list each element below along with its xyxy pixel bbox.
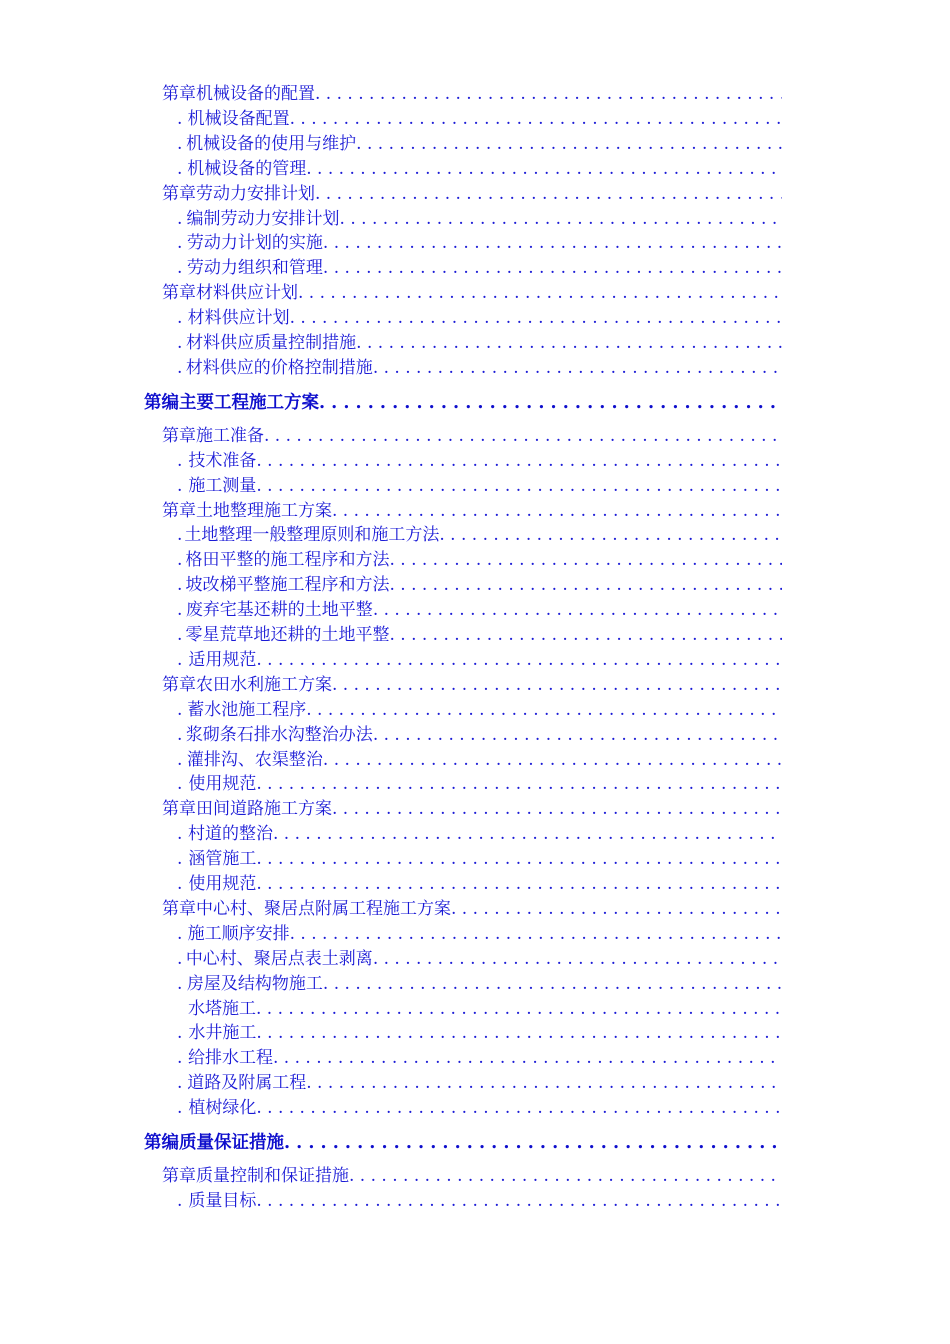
toc-dot-leader xyxy=(273,1047,782,1069)
toc-dot-leader xyxy=(319,391,782,415)
toc-dot-leader xyxy=(332,798,782,820)
toc-entry-title: 村道的整治 xyxy=(187,824,273,845)
toc-entry-number: . xyxy=(177,1098,183,1119)
toc-dot-leader xyxy=(256,873,782,895)
toc-entry-number: . xyxy=(177,749,183,770)
toc-entry-number: . xyxy=(177,1048,183,1069)
toc-entry-number: . xyxy=(177,824,183,845)
toc-entry-title: 质量目标 xyxy=(188,1190,257,1211)
toc-entry-number: . xyxy=(177,108,183,129)
toc-entry-title: 水井施工 xyxy=(188,1023,257,1044)
toc-entry-number: . xyxy=(177,333,183,353)
toc-section-entry[interactable] xyxy=(177,574,782,596)
toc-dot-leader xyxy=(323,749,782,771)
toc-entry-number: . xyxy=(177,649,183,670)
toc-dot-leader xyxy=(373,724,782,746)
toc-entry-title: 使用规范 xyxy=(188,774,257,795)
toc-section-entry[interactable] xyxy=(177,1022,782,1044)
toc-section-entry[interactable] xyxy=(177,133,782,155)
toc-chapter-entry[interactable] xyxy=(162,500,782,522)
toc-dot-leader xyxy=(356,133,782,155)
toc-entry-number: . xyxy=(177,208,183,229)
toc-entry-number: 第章 xyxy=(162,1166,196,1186)
toc-entry-number: 第编 xyxy=(144,1133,179,1153)
toc-chapter-entry[interactable] xyxy=(162,1165,782,1187)
toc-entry-title: 技术准备 xyxy=(188,450,257,471)
toc-entry-title: 涵管施工 xyxy=(188,849,257,870)
toc-dot-leader xyxy=(256,1022,782,1044)
toc-entry-number: . xyxy=(177,1073,183,1094)
toc-entry-title: 浆砌条石排水沟整治办法 xyxy=(185,724,373,745)
toc-section-entry[interactable] xyxy=(177,1047,782,1069)
toc-entry-number: 第章 xyxy=(162,425,196,446)
toc-entry-title: 编制劳动力安排计划 xyxy=(186,208,340,229)
toc-entry-title: 中心村、聚居点附属工程施工方案 xyxy=(196,898,451,919)
toc-entry-number: . xyxy=(177,575,183,596)
toc-entry-title: 劳动力安排计划 xyxy=(196,183,315,204)
toc-entry-title: 坡改梯平整施工程序和方法 xyxy=(185,575,390,596)
toc-entry-title: 主要工程施工方案 xyxy=(179,392,319,413)
toc-entry-title: 房屋及结构物施工 xyxy=(186,973,323,994)
toc-chapter-entry[interactable] xyxy=(162,83,782,105)
toc-dot-leader xyxy=(323,257,782,279)
toc-entry-title: 机械设备的配置 xyxy=(196,84,315,104)
toc-entry-title: 材料供应计划 xyxy=(196,283,298,304)
toc-entry-title: 质量控制和保证措施 xyxy=(196,1166,349,1186)
toc-entry-title: 给排水工程 xyxy=(187,1048,273,1069)
toc-section-entry[interactable] xyxy=(177,749,782,771)
toc-entry-number: . xyxy=(177,308,183,329)
toc-section-entry[interactable] xyxy=(177,232,782,254)
toc-section-entry[interactable] xyxy=(177,158,782,180)
toc-dot-leader xyxy=(373,357,782,379)
toc-entry-number: 第章 xyxy=(162,183,196,204)
toc-entry-title: 施工准备 xyxy=(196,425,264,446)
toc-entry-title: 零星荒草地还耕的土地平整 xyxy=(185,625,390,645)
toc-section-entry[interactable] xyxy=(177,599,782,621)
toc-section-entry[interactable] xyxy=(177,873,782,895)
toc-dot-leader xyxy=(373,599,782,621)
toc-chapter-entry[interactable] xyxy=(162,898,782,920)
toc-entry-number: . xyxy=(177,357,183,378)
toc-dot-leader xyxy=(332,500,782,522)
toc-section-entry[interactable] xyxy=(177,332,782,354)
toc-entry-number: 第章 xyxy=(162,84,196,104)
toc-entry-title: 机械设备的管理 xyxy=(187,158,307,179)
toc-entry-title: 劳动力计划的实施 xyxy=(186,233,323,254)
toc-entry-title: 水塔施工 xyxy=(188,998,256,1019)
toc-entry-title: 施工测量 xyxy=(188,475,257,496)
toc-section-entry[interactable] xyxy=(177,1097,782,1119)
toc-section-entry[interactable] xyxy=(177,823,782,845)
toc-entry-title: 道路及附属工程 xyxy=(187,1073,307,1094)
toc-chapter-entry[interactable] xyxy=(162,425,782,447)
toc-entry-title: 土地整理施工方案 xyxy=(196,500,332,521)
toc-dot-leader xyxy=(315,83,782,105)
toc-section-entry[interactable] xyxy=(177,549,782,571)
toc-chapter-entry[interactable] xyxy=(162,282,782,304)
toc-section-entry[interactable] xyxy=(177,948,782,970)
toc-dot-leader xyxy=(323,973,782,995)
toc-section-entry[interactable] xyxy=(177,208,782,230)
toc-dot-leader xyxy=(290,108,782,130)
toc-dot-leader xyxy=(256,998,782,1020)
toc-dot-leader xyxy=(306,158,782,180)
toc-dot-leader xyxy=(349,1165,782,1187)
toc-entry-number: 第章 xyxy=(162,674,196,695)
toc-entry-number: . xyxy=(177,724,183,745)
toc-dot-leader xyxy=(298,282,782,304)
toc-section-entry[interactable] xyxy=(177,848,782,870)
toc-entry-title: 格田平整的施工程序和方法 xyxy=(185,550,390,571)
toc-dot-leader xyxy=(256,773,782,795)
toc-dot-leader xyxy=(290,307,782,329)
toc-entry-number: . xyxy=(177,258,183,279)
toc-entry-number: . xyxy=(177,525,183,546)
toc-section-entry[interactable] xyxy=(177,524,782,546)
toc-sub-entry[interactable] xyxy=(188,998,782,1020)
toc-entry-title: 适用规范 xyxy=(188,649,257,670)
toc-section-entry[interactable] xyxy=(177,699,782,721)
toc-entry-number: 第章 xyxy=(162,799,196,820)
toc-entry-title: 农田水利施工方案 xyxy=(196,674,332,695)
toc-entry-number: . xyxy=(177,550,183,571)
toc-dot-leader xyxy=(439,524,782,546)
toc-section-entry[interactable] xyxy=(177,1190,782,1212)
toc-entry-number: 第编 xyxy=(144,392,179,413)
toc-entry-title: 废弃宅基还耕的土地平整 xyxy=(185,600,373,621)
toc-entry-title: 材料供应质量控制措施 xyxy=(186,333,357,353)
toc-dot-leader xyxy=(264,425,782,447)
toc-entry-number: 第章 xyxy=(162,283,196,304)
toc-entry-title: 田间道路施工方案 xyxy=(196,799,332,820)
toc-dot-leader xyxy=(256,475,782,497)
toc-dot-leader xyxy=(290,923,782,945)
toc-dot-leader xyxy=(306,699,782,721)
toc-section-entry[interactable] xyxy=(177,923,782,945)
toc-entry-title: 土地整理一般整理原则和施工方法 xyxy=(184,525,440,546)
toc-entry-number: . xyxy=(177,600,183,621)
toc-entry-title: 机械设备配置 xyxy=(187,108,290,129)
toc-section-entry[interactable] xyxy=(177,450,782,472)
toc-section-entry[interactable] xyxy=(177,357,782,379)
toc-entry-number: . xyxy=(177,699,183,720)
toc-dot-leader xyxy=(256,848,782,870)
toc-entry-number: . xyxy=(177,233,183,254)
toc-dot-leader xyxy=(451,898,782,920)
toc-dot-leader xyxy=(389,549,782,571)
toc-entry-number: . xyxy=(177,923,183,944)
toc-dot-leader xyxy=(306,1072,782,1094)
toc-entry-number: 第章 xyxy=(162,898,196,919)
toc-entry-number: . xyxy=(177,1190,183,1211)
toc-dot-leader xyxy=(356,332,782,354)
toc-entry-title: 灌排沟、农渠整治 xyxy=(186,749,323,770)
toc-dot-leader xyxy=(315,183,782,205)
toc-entry-title: 材料供应计划 xyxy=(187,308,290,329)
toc-entry-title: 材料供应的价格控制措施 xyxy=(185,357,373,378)
toc-chapter-entry[interactable] xyxy=(162,183,782,205)
toc-section-entry[interactable] xyxy=(177,307,782,329)
toc-dot-leader xyxy=(323,232,782,254)
toc-entry-number: . xyxy=(177,450,183,471)
toc-dot-leader xyxy=(373,948,782,970)
toc-dot-leader xyxy=(256,1190,782,1212)
toc-section-entry[interactable] xyxy=(177,1072,782,1094)
toc-entry-number: . xyxy=(177,133,183,154)
toc-dot-leader xyxy=(256,649,782,671)
toc-entry-number: . xyxy=(177,874,183,894)
toc-dot-leader xyxy=(389,624,782,646)
toc-part-entry[interactable] xyxy=(144,1131,782,1155)
toc-dot-leader xyxy=(284,1131,782,1155)
toc-section-entry[interactable] xyxy=(177,773,782,795)
toc-entry-title: 蓄水池施工程序 xyxy=(187,699,307,720)
toc-entry-title: 中心村、聚居点表土剥离 xyxy=(185,948,373,969)
toc-section-entry[interactable] xyxy=(177,973,782,995)
toc-entry-number: . xyxy=(177,625,183,645)
toc-dot-leader xyxy=(273,823,782,845)
toc-entry-number: . xyxy=(177,1023,183,1044)
toc-entry-title: 植树绿化 xyxy=(188,1098,257,1119)
toc-part-entry[interactable] xyxy=(144,391,782,415)
toc-entry-number: . xyxy=(177,849,183,870)
toc-section-entry[interactable] xyxy=(177,624,782,646)
toc-entry-title: 劳动力组织和管理 xyxy=(186,258,323,279)
toc-dot-leader xyxy=(389,574,782,596)
toc-entry-number: . xyxy=(177,973,183,994)
toc-entry-number: . xyxy=(177,475,183,496)
toc-entry-title: 质量保证措施 xyxy=(179,1133,284,1153)
toc-entry-title: 机械设备的使用与维护 xyxy=(186,133,357,154)
toc-entry-title: 使用规范 xyxy=(188,874,257,894)
toc-entry-number: . xyxy=(177,158,183,179)
toc-dot-leader xyxy=(332,674,782,696)
toc-section-entry[interactable] xyxy=(177,724,782,746)
toc-section-entry[interactable] xyxy=(177,108,782,130)
toc-chapter-entry[interactable] xyxy=(162,798,782,820)
toc-dot-leader xyxy=(256,1097,782,1119)
toc-section-entry[interactable] xyxy=(177,649,782,671)
toc-entry-number: . xyxy=(177,774,183,795)
toc-dot-leader xyxy=(340,208,782,230)
toc-section-entry[interactable] xyxy=(177,475,782,497)
toc-entry-number: 第章 xyxy=(162,500,196,521)
toc-entry-title: 施工顺序安排 xyxy=(187,923,290,944)
toc-dot-leader xyxy=(256,450,782,472)
toc-section-entry[interactable] xyxy=(177,257,782,279)
toc-chapter-entry[interactable] xyxy=(162,674,782,696)
toc-entry-number: . xyxy=(177,948,183,969)
